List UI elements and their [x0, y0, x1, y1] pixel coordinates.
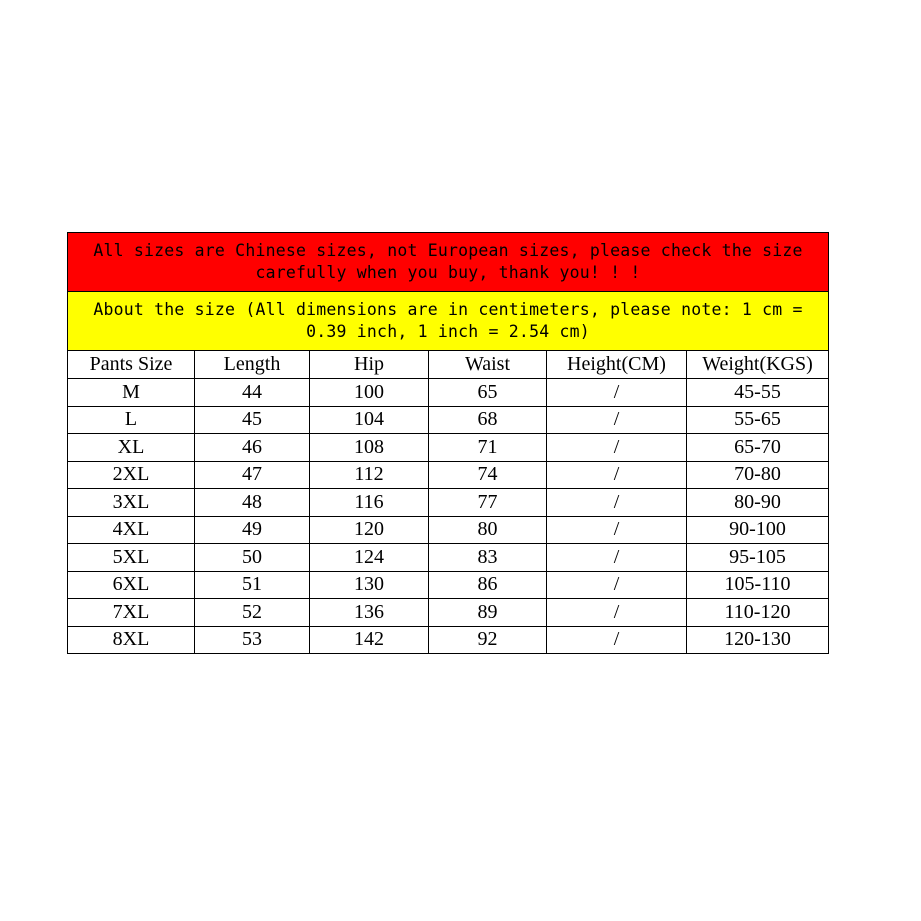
weight-cell: 65-70: [687, 434, 829, 462]
height-cell: /: [547, 379, 687, 407]
notice-chinese-sizes: All sizes are Chinese sizes, not European sizes, please check the size carefully when you buy, thank you! ! !: [68, 233, 829, 292]
column-header: Height(CM): [547, 351, 687, 379]
weight-cell: 70-80: [687, 461, 829, 489]
waist-cell: 86: [429, 571, 547, 599]
length-cell: 45: [195, 406, 310, 434]
weight-cell: 105-110: [687, 571, 829, 599]
height-cell: /: [547, 489, 687, 517]
hip-cell: 124: [310, 544, 429, 572]
weight-cell: 120-130: [687, 626, 829, 654]
waist-cell: 74: [429, 461, 547, 489]
hip-cell: 130: [310, 571, 429, 599]
table-row: [68, 489, 829, 517]
hip-cell: 120: [310, 516, 429, 544]
length-cell: 47: [195, 461, 310, 489]
hip-cell: 108: [310, 434, 429, 462]
length-cell: 52: [195, 599, 310, 627]
height-cell: /: [547, 571, 687, 599]
length-cell: 46: [195, 434, 310, 462]
hip-cell: 112: [310, 461, 429, 489]
hip-cell: 142: [310, 626, 429, 654]
table-row: [68, 379, 829, 407]
column-header: Hip: [310, 351, 429, 379]
waist-cell: 68: [429, 406, 547, 434]
size-cell: XL: [68, 434, 195, 462]
header-row: [68, 351, 829, 379]
height-cell: /: [547, 434, 687, 462]
table-row: [68, 516, 829, 544]
waist-cell: 71: [429, 434, 547, 462]
length-cell: 48: [195, 489, 310, 517]
waist-cell: 92: [429, 626, 547, 654]
table-row: [68, 406, 829, 434]
weight-cell: 95-105: [687, 544, 829, 572]
table-row: [68, 434, 829, 462]
weight-cell: 110-120: [687, 599, 829, 627]
column-header: Weight(KGS): [687, 351, 829, 379]
hip-cell: 136: [310, 599, 429, 627]
column-header: Length: [195, 351, 310, 379]
waist-cell: 65: [429, 379, 547, 407]
size-cell: 5XL: [68, 544, 195, 572]
notice-dimensions: About the size (All dimensions are in centimeters, please note: 1 cm = 0.39 inch, 1 inch = 2.54 cm): [68, 292, 829, 351]
hip-cell: 104: [310, 406, 429, 434]
table-row: [68, 571, 829, 599]
waist-cell: 80: [429, 516, 547, 544]
size-cell: 7XL: [68, 599, 195, 627]
height-cell: /: [547, 461, 687, 489]
table-row: [68, 544, 829, 572]
height-cell: /: [547, 544, 687, 572]
length-cell: 44: [195, 379, 310, 407]
size-cell: 8XL: [68, 626, 195, 654]
table-row: [68, 599, 829, 627]
size-chart-table: [67, 232, 829, 654]
weight-cell: 55-65: [687, 406, 829, 434]
length-cell: 53: [195, 626, 310, 654]
length-cell: 51: [195, 571, 310, 599]
weight-cell: 80-90: [687, 489, 829, 517]
column-header: Waist: [429, 351, 547, 379]
height-cell: /: [547, 626, 687, 654]
size-cell: 4XL: [68, 516, 195, 544]
waist-cell: 83: [429, 544, 547, 572]
length-cell: 49: [195, 516, 310, 544]
height-cell: /: [547, 406, 687, 434]
length-cell: 50: [195, 544, 310, 572]
size-cell: M: [68, 379, 195, 407]
hip-cell: 116: [310, 489, 429, 517]
hip-cell: 100: [310, 379, 429, 407]
height-cell: /: [547, 516, 687, 544]
size-cell: 2XL: [68, 461, 195, 489]
notice-yellow-row: [68, 292, 829, 351]
table-row: [68, 461, 829, 489]
table-row: [68, 626, 829, 654]
column-header: Pants Size: [68, 351, 195, 379]
height-cell: /: [547, 599, 687, 627]
waist-cell: 89: [429, 599, 547, 627]
size-cell: 3XL: [68, 489, 195, 517]
weight-cell: 90-100: [687, 516, 829, 544]
weight-cell: 45-55: [687, 379, 829, 407]
waist-cell: 77: [429, 489, 547, 517]
size-cell: 6XL: [68, 571, 195, 599]
notice-red-row: [68, 233, 829, 292]
size-cell: L: [68, 406, 195, 434]
